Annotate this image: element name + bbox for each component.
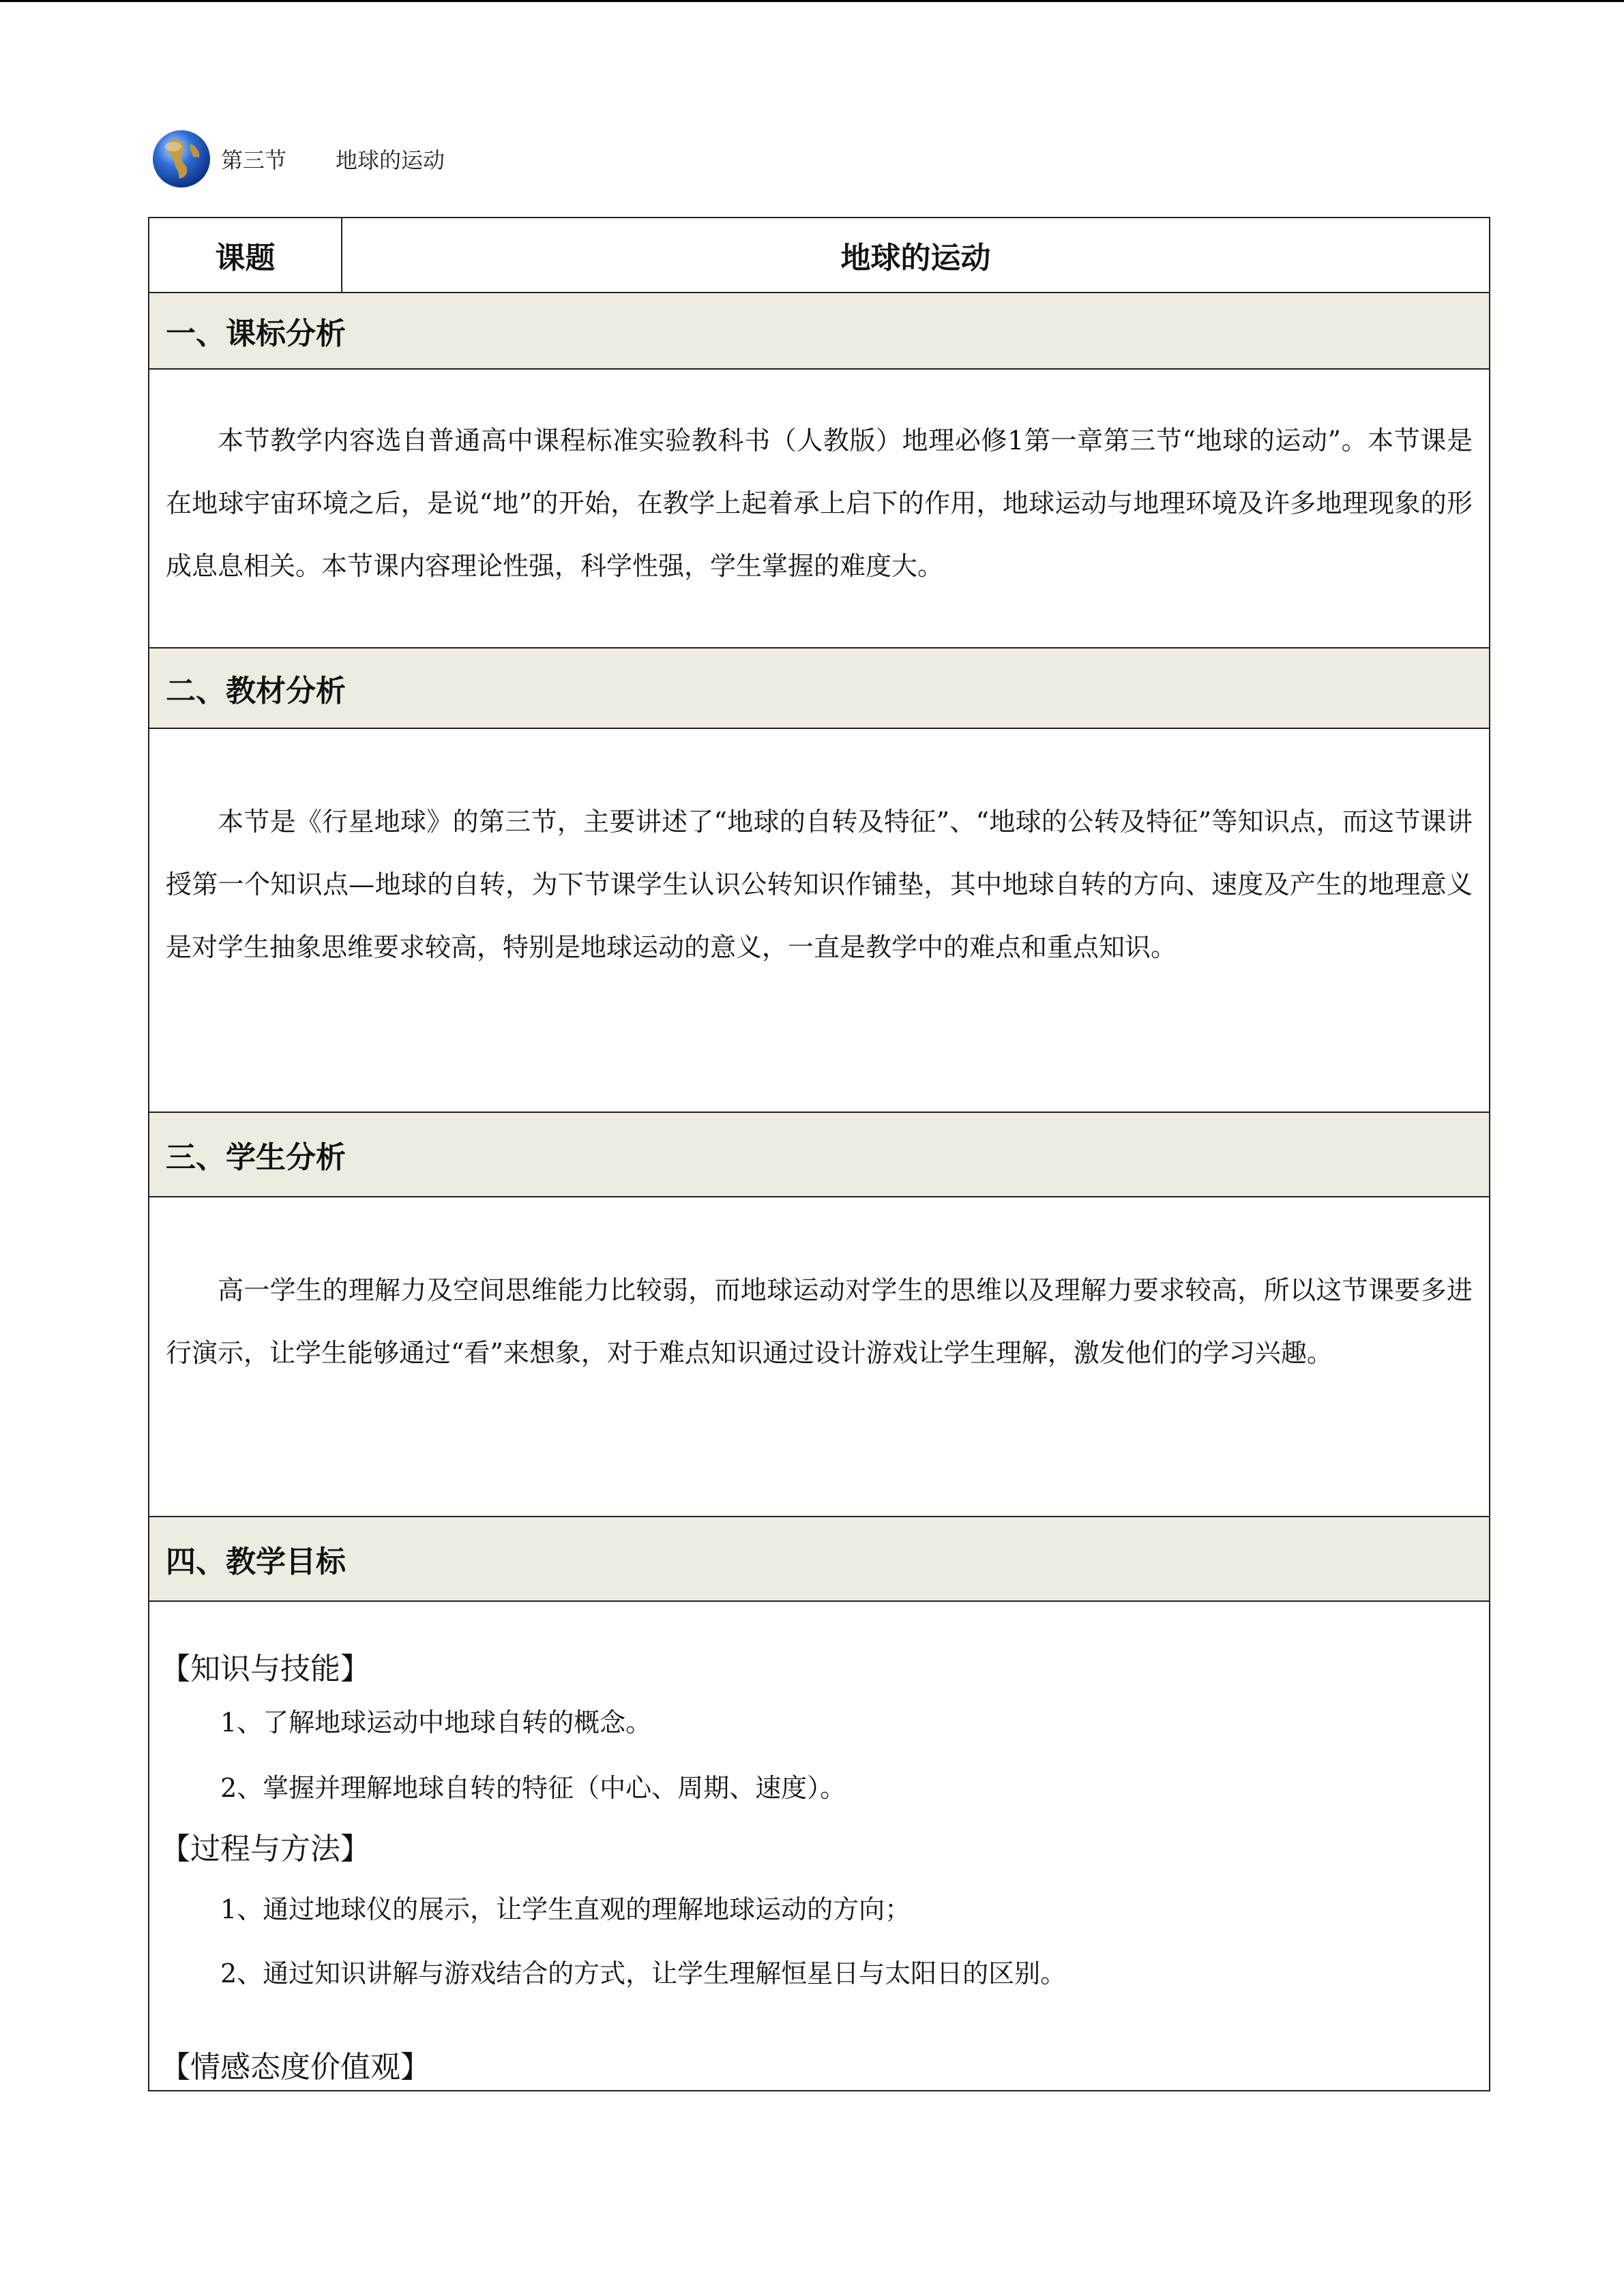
section-heading-goals: 四、教学目标: [149, 1517, 1489, 1602]
topic-value: 地球的运动: [840, 241, 991, 275]
goal-item: 1、通过地球仪的展示，让学生直观的理解地球运动的方向；: [220, 1894, 911, 1924]
goal-heading-process: 【过程与方法】: [160, 1832, 370, 1866]
section-body-textbook: [149, 729, 1489, 1113]
curriculum-paragraph: 本节教学内容选自普通高中课程标准实验教科书（人教版）地理必修1第一章第三节“地球的运动”。本节课是在地球宇宙环境之后，是说“地”的开始，在教学上起着承上启下的作用，地球运动与地理环境及许多地理现象的形成息息相关。本节课内容理论性强，科学性强，学生掌握的难度大。: [166, 426, 1473, 581]
textbook-paragraph: 本节是《行星地球》的第三节，主要讲述了“地球的自转及特征”、“地球的公转及特征”等知识点，而这节课讲授第一个知识点—地球的自转，为下节课学生认识公转知识作铺垫，其中地球自转的方向、速度及产生的地理意义是对学生抽象思维要求较高，特别是地球运动的意义，一直是教学中的难点和重点知识。: [166, 807, 1473, 962]
section-heading-curriculum: 一、课标分析: [149, 293, 1489, 370]
section-heading-textbook: 二、教材分析: [149, 648, 1489, 729]
top-border-line: [0, 0, 1624, 2]
header-section-number: 第三节: [221, 147, 287, 173]
goal-item: 2、掌握并理解地球自转的特征（中心、周期、速度）。: [220, 1773, 846, 1803]
section-body-goals: [149, 1602, 1489, 2090]
goal-heading-knowledge: 【知识与技能】: [160, 1652, 370, 1686]
topic-row: [149, 218, 1489, 293]
goal-heading-values: 【情感态度价值观】: [160, 2050, 430, 2085]
topic-label: 课题: [149, 218, 342, 292]
globe-icon: [151, 129, 211, 189]
goal-item: 1、了解地球运动中地球自转的概念。: [220, 1708, 652, 1738]
page-header: [151, 128, 445, 190]
header-title: 地球的运动: [336, 147, 445, 173]
section-heading-students: 三、学生分析: [149, 1113, 1489, 1197]
goal-item: 2、通过知识讲解与游戏结合的方式，让学生理解恒星日与太阳日的区别。: [220, 1958, 1067, 1988]
section-body-students: [149, 1197, 1489, 1517]
students-paragraph: 高一学生的理解力及空间思维能力比较弱，而地球运动对学生的思维以及理解力要求较高，所以这节课要多进行演示，让学生能够通过“看”来想象，对于难点知识通过设计游戏让学生理解，激发他们的学习兴趣。: [166, 1275, 1473, 1368]
lesson-plan-table: [148, 217, 1490, 2091]
section-body-curriculum: [149, 370, 1489, 648]
